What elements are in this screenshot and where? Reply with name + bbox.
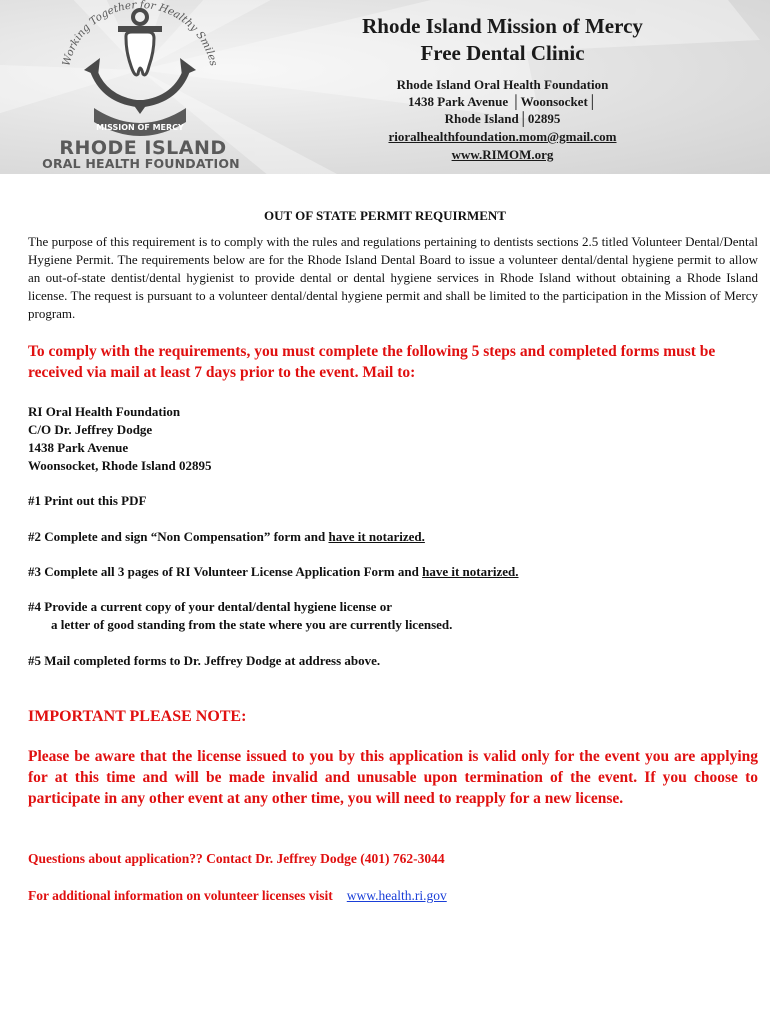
step-2 — [28, 528, 425, 546]
important-paragraph: Please be aware that the license issued to you by this application is valid only for the event you are applying for at this time and will be made invalid and unusable upon termination of the event. If you choose to participate in any other event at any other time, you will need to reapply for a new license. — [28, 748, 758, 807]
instructions-paragraph: To comply with the requirements, you must complete the following 5 steps and completed forms must be received via mail at least 7 days prior to the event. Mail to: — [28, 343, 716, 381]
address-line2: Rhode Island│02895 — [444, 111, 561, 126]
step-1: #1 Print out this PDF — [28, 493, 147, 508]
step-3-text: #3 Complete all 3 pages of RI Volunteer License Application Form and — [28, 564, 423, 579]
org-name-line2: ORAL HEALTH FOUNDATION — [42, 156, 240, 171]
step-2-notarize: have it notarized. — [328, 529, 425, 544]
org-name-line1: RHODE ISLAND — [59, 137, 227, 159]
step-2-text: #2 Complete and sign “Non Compensation” form and — [28, 529, 329, 544]
letterhead-header — [0, 0, 770, 174]
contact-line: Questions about application?? Contact Dr. Jeffrey Dodge (401) 762-3044 — [28, 851, 445, 866]
important-heading: IMPORTANT PLEASE NOTE: — [28, 708, 247, 725]
intro-paragraph: The purpose of this requirement is to comply with the rules and regulations pertaining to dentists sections 2.5 titled Volunteer Dental/Dental Hygiene Permit. The requirements below are for the Rhode Island Dental Board to issue a volunteer dental/dental hygiene permit to allow an out-of-state dentist/dental hygienist to provide dental or dental hygiene services in Rhode Island without obtaining a Rhode Island license. The request is pursuant to a volunteer dental/dental hygiene permit and shall be limited to the participation in the Mission of Mercy program. — [28, 234, 758, 321]
mailing-address — [28, 403, 758, 475]
svg-text:Working Together for Healthy S: Working Together for Healthy Smiles — [60, 0, 220, 68]
website-link[interactable]: www.RIMOM.org — [451, 147, 554, 162]
more-info-label: For additional information on volunteer licenses visit — [28, 888, 333, 903]
step-3 — [28, 563, 519, 581]
mail-address-line3: 1438 Park Avenue — [28, 440, 129, 455]
more-info-line — [28, 888, 447, 904]
step-4-line1: #4 Provide a current copy of your dental/dental hygiene license or — [28, 599, 392, 614]
mail-address-line2: C/O Dr. Jeffrey Dodge — [28, 422, 153, 437]
clinic-title-line2: Free Dental Clinic — [420, 41, 585, 65]
health-website-link[interactable]: www.health.ri.gov — [346, 888, 447, 903]
step-4-line2: a letter of good standing from the state where you are currently licensed. — [51, 617, 453, 632]
address-line1: 1438 Park Avenue │Woonsocket│ — [408, 94, 597, 109]
section-title: OUT OF STATE PERMIT REQUIRMENT — [264, 208, 506, 223]
mail-address-line4: Woonsocket, Rhode Island 02895 — [28, 458, 212, 473]
email-link[interactable]: rioralhealthfoundation.mom@gmail.com — [388, 129, 617, 144]
step-5: #5 Mail completed forms to Dr. Jeffrey Dodge at address above. — [28, 653, 381, 668]
svg-text:MISSION OF MERCY: MISSION OF MERCY — [96, 123, 184, 132]
clinic-title-line1: Rhode Island Mission of Mercy — [362, 14, 643, 38]
foundation-name: Rhode Island Oral Health Foundation — [396, 77, 609, 92]
step-3-notarize: have it notarized. — [422, 564, 519, 579]
mail-address-line1: RI Oral Health Foundation — [28, 404, 181, 419]
